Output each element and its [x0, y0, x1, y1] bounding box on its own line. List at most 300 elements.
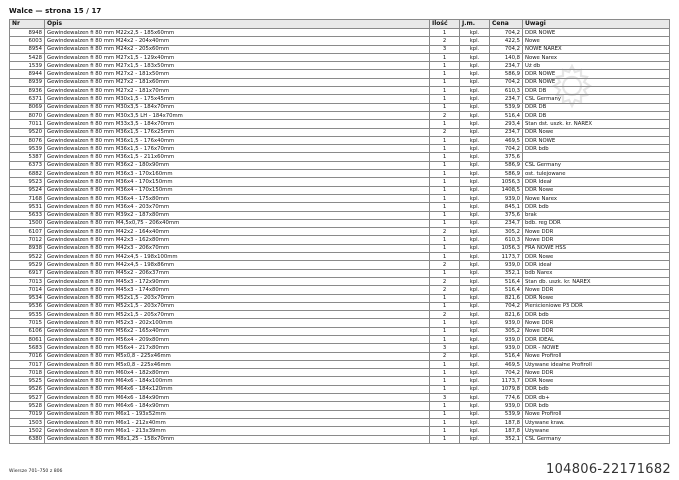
cell-quantity: 3: [430, 344, 460, 352]
cell-quantity: 3: [430, 45, 460, 53]
cell-nr: 8939: [10, 78, 45, 86]
table-row[interactable]: [10, 286, 670, 294]
cell-notes: DDR ideał: [523, 261, 670, 269]
table-row[interactable]: [10, 37, 670, 45]
cell-notes: DDR NOWE: [523, 78, 670, 86]
cell-nr: 9520: [10, 128, 45, 136]
table-row[interactable]: [10, 62, 670, 70]
cell-price: 539,9: [490, 410, 523, 418]
cell-quantity: 1: [430, 410, 460, 418]
table-row[interactable]: [10, 186, 670, 194]
cell-nr: 9536: [10, 302, 45, 310]
cell-unit: kpl.: [460, 236, 490, 244]
cell-description: Gewindewalzen fi 80 mm M6x1 - 212x40mm: [45, 418, 430, 426]
cell-quantity: 2: [430, 352, 460, 360]
cell-notes: Nowe DDR: [523, 286, 670, 294]
table-row[interactable]: [10, 402, 670, 410]
cell-nr: 8948: [10, 29, 45, 37]
table-header-row: [10, 20, 670, 29]
cell-quantity: 2: [430, 261, 460, 269]
cell-quantity: 1: [430, 29, 460, 37]
cell-description: Gewindewalzen fi 80 mm M56x4 - 209x80mm: [45, 335, 430, 343]
cell-quantity: 1: [430, 302, 460, 310]
cell-notes: DDR Nowe: [523, 294, 670, 302]
cell-quantity: 2: [430, 37, 460, 45]
cell-nr: 6917: [10, 269, 45, 277]
cell-description: Gewindewalzen fi 80 mm M36x2 - 180x90mm: [45, 161, 430, 169]
cell-nr: 1503: [10, 418, 45, 426]
cell-notes: Nowe Profiroll: [523, 352, 670, 360]
cell-nr: 9539: [10, 145, 45, 153]
cell-nr: 6107: [10, 228, 45, 236]
cell-quantity: 1: [430, 418, 460, 426]
cell-quantity: 1: [430, 269, 460, 277]
cell-price: 187,8: [490, 418, 523, 426]
cell-price: 610,3: [490, 87, 523, 95]
cell-description: Gewindewalzen fi 80 mm M52x1,5 - 203x70mm: [45, 302, 430, 310]
cell-nr: 9529: [10, 261, 45, 269]
cell-description: Gewindewalzen fi 80 mm M45x3 - 172x90mm: [45, 277, 430, 285]
cell-price: 422,5: [490, 37, 523, 45]
table-row[interactable]: [10, 203, 670, 211]
cell-nr: 9524: [10, 186, 45, 194]
cell-notes: DDR Nowe: [523, 186, 670, 194]
cell-quantity: 1: [430, 161, 460, 169]
cell-nr: 9528: [10, 402, 45, 410]
cell-quantity: 1: [430, 377, 460, 385]
table-row[interactable]: [10, 335, 670, 343]
cell-nr: 7012: [10, 236, 45, 244]
cell-quantity: 1: [430, 178, 460, 186]
cell-nr: 7018: [10, 369, 45, 377]
cell-quantity: 1: [430, 327, 460, 335]
cell-quantity: 1: [430, 360, 460, 368]
cell-nr: 7014: [10, 286, 45, 294]
cell-unit: kpl.: [460, 153, 490, 161]
cell-price: 774,6: [490, 394, 523, 402]
cell-notes: DDR - NOWE: [523, 344, 670, 352]
cell-unit: kpl.: [460, 352, 490, 360]
cell-unit: kpl.: [460, 103, 490, 111]
cell-price: 375,6: [490, 211, 523, 219]
table-row[interactable]: [10, 377, 670, 385]
cell-nr: 6380: [10, 435, 45, 443]
cell-description: Gewindewalzen fi 80 mm M52x1,5 - 205x70mm: [45, 311, 430, 319]
cell-description: Gewindewalzen fi 80 mm M22x2,5 - 185x60mm: [45, 29, 430, 37]
cell-notes: DDR IDEAL: [523, 335, 670, 343]
cell-description: Gewindewalzen fi 80 mm M5x0,8 - 225x46mm: [45, 360, 430, 368]
cell-description: Gewindewalzen fi 80 mm M64x6 - 184x90mm: [45, 394, 430, 402]
cell-quantity: 1: [430, 186, 460, 194]
cell-quantity: 1: [430, 170, 460, 178]
table-row[interactable]: [10, 269, 670, 277]
cell-nr: 1500: [10, 219, 45, 227]
cell-price: 586,9: [490, 70, 523, 78]
cell-price: 469,5: [490, 136, 523, 144]
cell-unit: kpl.: [460, 161, 490, 169]
cell-description: Gewindewalzen fi 80 mm M27x2 - 181x70mm: [45, 87, 430, 95]
cell-unit: kpl.: [460, 402, 490, 410]
cell-unit: kpl.: [460, 203, 490, 211]
cell-notes: Nowe DDR: [523, 319, 670, 327]
table-row[interactable]: [10, 29, 670, 37]
cell-price: 821,6: [490, 311, 523, 319]
cell-description: Gewindewalzen fi 80 mm M30x3,5 LH - 184x70mm: [45, 111, 430, 119]
cell-nr: 5633: [10, 211, 45, 219]
cell-price: 234,7: [490, 219, 523, 227]
cell-quantity: 1: [430, 244, 460, 252]
cell-quantity: 1: [430, 120, 460, 128]
cell-price: 1408,5: [490, 186, 523, 194]
table-row[interactable]: [10, 211, 670, 219]
cell-description: Gewindewalzen fi 80 mm M33x3,5 - 184x70mm: [45, 120, 430, 128]
table-row[interactable]: [10, 78, 670, 86]
column-header-notes[interactable]: Uwagi: [523, 20, 670, 29]
cell-description: Gewindewalzen fi 80 mm M42x2 - 164x40mm: [45, 228, 430, 236]
cell-description: Gewindewalzen fi 80 mm M4,5x0,75 - 206x40mm: [45, 219, 430, 227]
cell-description: Gewindewalzen fi 80 mm M36x1,5 - 176x70mm: [45, 145, 430, 153]
cell-notes: DDR DB: [523, 103, 670, 111]
cell-unit: kpl.: [460, 211, 490, 219]
table-row[interactable]: [10, 427, 670, 435]
cell-quantity: 1: [430, 70, 460, 78]
cell-price: 1173,7: [490, 377, 523, 385]
cell-nr: 9527: [10, 394, 45, 402]
cell-price: 704,2: [490, 45, 523, 53]
table-row[interactable]: [10, 294, 670, 302]
page-title: Walce — strona 15 / 17: [9, 7, 102, 15]
cell-quantity: 1: [430, 194, 460, 202]
table-row[interactable]: [10, 394, 670, 402]
table-row[interactable]: [10, 128, 670, 136]
cell-nr: 9535: [10, 311, 45, 319]
cell-nr: 6003: [10, 37, 45, 45]
cell-notes: DDR NOWE: [523, 136, 670, 144]
table-row[interactable]: [10, 145, 670, 153]
cell-quantity: 1: [430, 253, 460, 261]
table-row[interactable]: [10, 161, 670, 169]
cell-nr: 8936: [10, 87, 45, 95]
cell-unit: kpl.: [460, 311, 490, 319]
cell-description: Gewindewalzen fi 80 mm M42x3 - 206x70mm: [45, 244, 430, 252]
cell-nr: 6373: [10, 161, 45, 169]
column-header-unit[interactable]: J.m.: [460, 20, 490, 29]
table-row[interactable]: [10, 70, 670, 78]
cell-notes: Nowe Narex: [523, 53, 670, 61]
cell-description: Gewindewalzen fi 80 mm M39x2 - 187x80mm: [45, 211, 430, 219]
cell-unit: kpl.: [460, 369, 490, 377]
table-row[interactable]: [10, 261, 670, 269]
table-row[interactable]: [10, 170, 670, 178]
cell-price: 939,0: [490, 319, 523, 327]
cell-description: Gewindewalzen fi 80 mm M64x6 - 184x120mm: [45, 385, 430, 393]
cell-price: 939,0: [490, 335, 523, 343]
table-row[interactable]: [10, 111, 670, 119]
listing-id-watermark: 104806-22171682: [546, 462, 671, 477]
table-row[interactable]: [10, 277, 670, 285]
cell-notes: brak: [523, 211, 670, 219]
cell-price: 305,2: [490, 327, 523, 335]
table-row[interactable]: [10, 435, 670, 443]
cell-description: Gewindewalzen fi 80 mm M45x3 - 174x80mm: [45, 286, 430, 294]
cell-price: 704,2: [490, 369, 523, 377]
cell-nr: 8954: [10, 45, 45, 53]
cell-description: Gewindewalzen fi 80 mm M64x6 - 184x90mm: [45, 402, 430, 410]
cell-price: 352,1: [490, 269, 523, 277]
cell-unit: kpl.: [460, 170, 490, 178]
table-row[interactable]: [10, 352, 670, 360]
cell-unit: kpl.: [460, 45, 490, 53]
table-row[interactable]: [10, 219, 670, 227]
table-row[interactable]: [10, 87, 670, 95]
cell-quantity: 1: [430, 435, 460, 443]
cell-description: Gewindewalzen fi 80 mm M52x1,5 - 203x70mm: [45, 294, 430, 302]
cell-notes: DDR DB: [523, 87, 670, 95]
cell-nr: 8944: [10, 70, 45, 78]
table-row[interactable]: [10, 385, 670, 393]
cell-nr: 5387: [10, 153, 45, 161]
cell-description: Gewindewalzen fi 80 mm M36x1,5 - 176x40mm: [45, 136, 430, 144]
cell-description: Gewindewalzen fi 80 mm M56x2 - 165x40mm: [45, 327, 430, 335]
cell-quantity: 2: [430, 128, 460, 136]
cell-nr: 8070: [10, 111, 45, 119]
cell-description: Gewindewalzen fi 80 mm M36x4 - 175x80mm: [45, 194, 430, 202]
cell-unit: kpl.: [460, 37, 490, 45]
cell-nr: 9523: [10, 178, 45, 186]
cell-nr: 5683: [10, 344, 45, 352]
cell-unit: kpl.: [460, 319, 490, 327]
column-header-nr[interactable]: Nr: [10, 20, 45, 29]
cell-price: 939,0: [490, 402, 523, 410]
cell-nr: 8938: [10, 244, 45, 252]
column-header-description[interactable]: Opis: [45, 20, 430, 29]
cell-price: 352,1: [490, 435, 523, 443]
cell-description: Gewindewalzen fi 80 mm M52x3 - 202x100mm: [45, 319, 430, 327]
cell-unit: kpl.: [460, 178, 490, 186]
cell-description: Gewindewalzen fi 80 mm M30x3,5 - 184x70mm: [45, 103, 430, 111]
cell-notes: Stan db. uszk. kr. NAREX: [523, 277, 670, 285]
cell-quantity: 2: [430, 277, 460, 285]
cell-unit: kpl.: [460, 87, 490, 95]
cell-unit: kpl.: [460, 394, 490, 402]
cell-price: 140,8: [490, 53, 523, 61]
table-row[interactable]: [10, 228, 670, 236]
cell-nr: 7168: [10, 194, 45, 202]
cell-nr: 6882: [10, 170, 45, 178]
table-row[interactable]: [10, 244, 670, 252]
cell-nr: 9531: [10, 203, 45, 211]
cell-description: Gewindewalzen fi 80 mm M36x1,5 - 176x25mm: [45, 128, 430, 136]
cell-notes: DDR NOWE: [523, 29, 670, 37]
cell-notes: DDR bdb: [523, 203, 670, 211]
cell-price: 516,4: [490, 277, 523, 285]
cell-nr: 1502: [10, 427, 45, 435]
cell-nr: 6371: [10, 95, 45, 103]
cell-unit: kpl.: [460, 253, 490, 261]
cell-description: Gewindewalzen fi 80 mm M6x1 - 193x52mm: [45, 410, 430, 418]
cell-quantity: 1: [430, 62, 460, 70]
cell-notes: Nowe DDR: [523, 369, 670, 377]
cell-notes: Nowe Profiroll: [523, 410, 670, 418]
cell-nr: 9522: [10, 253, 45, 261]
cell-quantity: 1: [430, 203, 460, 211]
table-row[interactable]: [10, 418, 670, 426]
table-row[interactable]: [10, 344, 670, 352]
cell-quantity: 1: [430, 427, 460, 435]
cell-notes: Używane kraw.: [523, 418, 670, 426]
cell-description: Gewindewalzen fi 80 mm M42x3 - 162x80mm: [45, 236, 430, 244]
cell-unit: kpl.: [460, 277, 490, 285]
table-row[interactable]: [10, 319, 670, 327]
row-range-label: Wiersze 701–750 z 806: [9, 469, 63, 474]
cell-nr: 5428: [10, 53, 45, 61]
cell-description: Gewindewalzen fi 80 mm M30x1,5 - 175x45mm: [45, 95, 430, 103]
cell-price: 1079,8: [490, 385, 523, 393]
cell-notes: DDR DB: [523, 111, 670, 119]
cell-quantity: 1: [430, 402, 460, 410]
table-row[interactable]: [10, 45, 670, 53]
cell-notes: Uż db: [523, 62, 670, 70]
cell-description: Gewindewalzen fi 80 mm M56x4 - 217x80mm: [45, 344, 430, 352]
cell-notes: DDR db+: [523, 394, 670, 402]
cell-quantity: 1: [430, 211, 460, 219]
cell-price: 586,9: [490, 170, 523, 178]
cell-price: 234,7: [490, 128, 523, 136]
cell-quantity: 1: [430, 294, 460, 302]
cell-quantity: 1: [430, 136, 460, 144]
cell-description: Gewindewalzen fi 80 mm M45x2 - 206x37mm: [45, 269, 430, 277]
cell-price: 234,7: [490, 62, 523, 70]
table-row[interactable]: [10, 194, 670, 202]
cell-unit: kpl.: [460, 186, 490, 194]
cell-unit: kpl.: [460, 78, 490, 86]
cell-unit: kpl.: [460, 70, 490, 78]
cell-unit: kpl.: [460, 228, 490, 236]
cell-description: Gewindewalzen fi 80 mm M27x1,5 - 129x40mm: [45, 53, 430, 61]
cell-notes: CSL Germany: [523, 435, 670, 443]
cell-description: Gewindewalzen fi 80 mm M24x2 - 205x60mm: [45, 45, 430, 53]
table-row[interactable]: [10, 103, 670, 111]
cell-unit: kpl.: [460, 95, 490, 103]
cell-unit: kpl.: [460, 427, 490, 435]
cell-price: 187,8: [490, 427, 523, 435]
cell-quantity: 2: [430, 111, 460, 119]
table-row[interactable]: [10, 302, 670, 310]
cell-price: 610,3: [490, 236, 523, 244]
cell-description: Gewindewalzen fi 80 mm M36x1,5 - 211x60mm: [45, 153, 430, 161]
cell-quantity: 1: [430, 319, 460, 327]
cell-notes: Stan dst. uszk. kr. NAREX: [523, 120, 670, 128]
cell-unit: kpl.: [460, 294, 490, 302]
column-header-price[interactable]: Cena: [490, 20, 523, 29]
cell-unit: kpl.: [460, 128, 490, 136]
table-row[interactable]: [10, 253, 670, 261]
cell-price: 704,2: [490, 145, 523, 153]
table-row[interactable]: [10, 360, 670, 368]
cell-price: 469,5: [490, 360, 523, 368]
cell-nr: 9534: [10, 294, 45, 302]
cell-description: Gewindewalzen fi 80 mm M42x4,5 - 198x86mm: [45, 261, 430, 269]
cell-unit: kpl.: [460, 335, 490, 343]
cell-price: 1173,7: [490, 253, 523, 261]
cell-nr: 6106: [10, 327, 45, 335]
cell-quantity: 2: [430, 311, 460, 319]
cell-description: Gewindewalzen fi 80 mm M24x2 - 204x40mm: [45, 37, 430, 45]
cell-description: Gewindewalzen fi 80 mm M64x6 - 184x100mm: [45, 377, 430, 385]
cell-unit: kpl.: [460, 244, 490, 252]
cell-price: 293,4: [490, 120, 523, 128]
cell-description: Gewindewalzen fi 80 mm M36x4 - 170x150mm: [45, 178, 430, 186]
cell-notes: Nowe DDR: [523, 236, 670, 244]
cell-quantity: 1: [430, 53, 460, 61]
cell-notes: FRA NOWE HSS: [523, 244, 670, 252]
cell-notes: DDR Nowe: [523, 128, 670, 136]
cell-unit: kpl.: [460, 385, 490, 393]
table-row[interactable]: [10, 327, 670, 335]
cell-notes: DDR Nowe: [523, 253, 670, 261]
cell-quantity: 2: [430, 228, 460, 236]
table-row[interactable]: [10, 178, 670, 186]
cell-quantity: 3: [430, 394, 460, 402]
cell-quantity: 1: [430, 145, 460, 153]
table-row[interactable]: [10, 410, 670, 418]
cell-nr: 7019: [10, 410, 45, 418]
cell-price: 939,0: [490, 261, 523, 269]
table-row[interactable]: [10, 369, 670, 377]
cell-unit: kpl.: [460, 261, 490, 269]
cell-price: 1056,3: [490, 178, 523, 186]
cell-nr: 8069: [10, 103, 45, 111]
cell-price: 516,4: [490, 286, 523, 294]
cell-quantity: 1: [430, 103, 460, 111]
cell-unit: kpl.: [460, 302, 490, 310]
cell-description: Gewindewalzen fi 80 mm M5x0,8 - 225x46mm: [45, 352, 430, 360]
cell-nr: 7013: [10, 277, 45, 285]
cell-unit: kpl.: [460, 327, 490, 335]
cell-notes: [523, 153, 670, 161]
cell-description: Gewindewalzen fi 80 mm M27x1,5 - 183x50mm: [45, 62, 430, 70]
cell-price: 845,1: [490, 203, 523, 211]
cell-nr: 8061: [10, 335, 45, 343]
cell-description: Gewindewalzen fi 80 mm M36x4 - 203x70mm: [45, 203, 430, 211]
table-row[interactable]: [10, 53, 670, 61]
cell-price: 1056,3: [490, 244, 523, 252]
column-header-quantity[interactable]: Ilość: [430, 20, 460, 29]
cell-notes: DDR NOWE: [523, 70, 670, 78]
cell-notes: ost. tulejowane: [523, 170, 670, 178]
table-row[interactable]: [10, 95, 670, 103]
cell-price: 586,9: [490, 161, 523, 169]
cell-notes: DDR bdb: [523, 311, 670, 319]
cell-unit: kpl.: [460, 62, 490, 70]
cell-notes: Nowe DDR: [523, 228, 670, 236]
cell-description: Gewindewalzen fi 80 mm M8x1,25 - 158x70mm: [45, 435, 430, 443]
table-row[interactable]: [10, 120, 670, 128]
cell-nr: 8076: [10, 136, 45, 144]
cell-unit: kpl.: [460, 219, 490, 227]
cell-notes: Nowe DDR: [523, 327, 670, 335]
table-row[interactable]: [10, 153, 670, 161]
cell-description: Gewindewalzen fi 80 mm M42x4,5 - 198x100mm: [45, 253, 430, 261]
cell-unit: kpl.: [460, 194, 490, 202]
cell-unit: kpl.: [460, 360, 490, 368]
cell-description: Gewindewalzen fi 80 mm M36x3 - 170x160mm: [45, 170, 430, 178]
table-row[interactable]: [10, 236, 670, 244]
table-row[interactable]: [10, 311, 670, 319]
table-row[interactable]: [10, 136, 670, 144]
cell-price: 539,9: [490, 103, 523, 111]
cell-notes: Używane ideałne Profiroll: [523, 360, 670, 368]
